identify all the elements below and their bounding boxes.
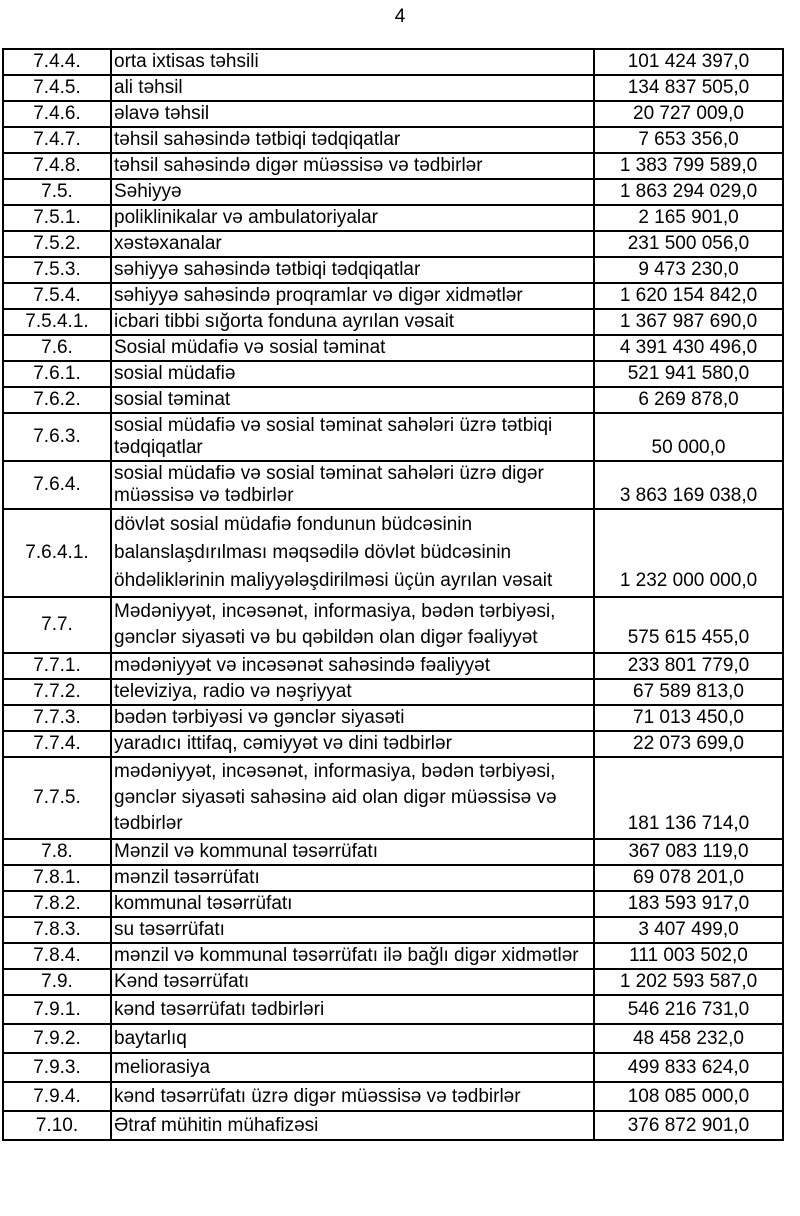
row-description: poliklinikalar və ambulatoriyalar <box>111 205 594 231</box>
row-description: səhiyyə sahəsində proqramlar və digər xidmətlər <box>111 283 594 309</box>
row-amount: 22 073 699,0 <box>594 731 783 757</box>
row-code: 7.6.1. <box>3 361 111 387</box>
row-code: 7.6.3. <box>3 413 111 461</box>
row-code: 7.8. <box>3 839 111 865</box>
table-row <box>3 127 783 153</box>
row-code: 7.7.2. <box>3 679 111 705</box>
table-row <box>3 387 783 413</box>
row-description: icbari tibbi sığorta fonduna ayrılan vəsait <box>111 309 594 335</box>
table-row <box>3 1082 783 1111</box>
row-description: sosial təminat <box>111 387 594 413</box>
table-row <box>3 101 783 127</box>
row-description: əlavə təhsil <box>111 101 594 127</box>
row-code: 7.4.8. <box>3 153 111 179</box>
table-row <box>3 1111 783 1140</box>
row-code: 7.6.2. <box>3 387 111 413</box>
table-row <box>3 917 783 943</box>
row-amount: 367 083 119,0 <box>594 839 783 865</box>
table-row <box>3 891 783 917</box>
table-row <box>3 205 783 231</box>
row-description: bədən tərbiyəsi və gənclər siyasəti <box>111 705 594 731</box>
row-amount: 101 424 397,0 <box>594 49 783 75</box>
row-description: meliorasiya <box>111 1053 594 1082</box>
table-row <box>3 943 783 969</box>
row-description: su təsərrüfatı <box>111 917 594 943</box>
table-row <box>3 257 783 283</box>
row-amount: 181 136 714,0 <box>594 757 783 839</box>
row-code: 7.10. <box>3 1111 111 1140</box>
row-amount: 1 202 593 587,0 <box>594 969 783 995</box>
row-description: dövlət sosial müdafiə fondunun büdcəsinin balanslaşdırılması məqsədilə dövlət büdcəsinin öhdəliklərinin maliyyələşdirilməsi üçün ayrılan vəsait <box>111 509 594 597</box>
row-code: 7.7. <box>3 597 111 653</box>
row-code: 7.8.1. <box>3 865 111 891</box>
row-code: 7.4.6. <box>3 101 111 127</box>
row-amount: 183 593 917,0 <box>594 891 783 917</box>
row-description: mədəniyyət, incəsənət, informasiya, bədən tərbiyəsi, gənclər siyasəti sahəsinə aid olan digər müəssisə və tədbirlər <box>111 757 594 839</box>
row-description: ali təhsil <box>111 75 594 101</box>
row-description: yaradıcı ittifaq, cəmiyyət və dini tədbirlər <box>111 731 594 757</box>
row-amount: 1 863 294 029,0 <box>594 179 783 205</box>
row-code: 7.7.5. <box>3 757 111 839</box>
table-row <box>3 461 783 509</box>
row-code: 7.5.3. <box>3 257 111 283</box>
table-row <box>3 309 783 335</box>
row-amount: 575 615 455,0 <box>594 597 783 653</box>
row-amount: 1 232 000 000,0 <box>594 509 783 597</box>
table-row <box>3 1053 783 1082</box>
row-description: sosial müdafiə və sosial təminat sahələri üzrə digər müəssisə və tədbirlər <box>111 461 594 509</box>
row-amount: 69 078 201,0 <box>594 865 783 891</box>
row-amount: 48 458 232,0 <box>594 1024 783 1053</box>
row-code: 7.5.1. <box>3 205 111 231</box>
row-description: təhsil sahəsində digər müəssisə və tədbirlər <box>111 153 594 179</box>
row-amount: 521 941 580,0 <box>594 361 783 387</box>
row-description: kənd təsərrüfatı tədbirləri <box>111 995 594 1024</box>
row-amount: 1 620 154 842,0 <box>594 283 783 309</box>
row-code: 7.7.1. <box>3 653 111 679</box>
table-row <box>3 757 783 839</box>
table-row <box>3 839 783 865</box>
row-amount: 546 216 731,0 <box>594 995 783 1024</box>
row-amount: 376 872 901,0 <box>594 1111 783 1140</box>
row-amount: 67 589 813,0 <box>594 679 783 705</box>
row-code: 7.5.2. <box>3 231 111 257</box>
row-code: 7.4.7. <box>3 127 111 153</box>
table-row <box>3 49 783 75</box>
row-description: xəstəxanalar <box>111 231 594 257</box>
table-row <box>3 597 783 653</box>
row-description: Mədəniyyət, incəsənət, informasiya, bədən tərbiyəsi, gənclər siyasəti və bu qəbildən olan digər fəaliyyət <box>111 597 594 653</box>
row-code: 7.6. <box>3 335 111 361</box>
row-description: mədəniyyət və incəsənət sahəsində fəaliyyət <box>111 653 594 679</box>
document-page <box>0 6 800 1141</box>
row-code: 7.6.4.1. <box>3 509 111 597</box>
row-code: 7.6.4. <box>3 461 111 509</box>
row-amount: 231 500 056,0 <box>594 231 783 257</box>
table-row <box>3 969 783 995</box>
row-code: 7.9.4. <box>3 1082 111 1111</box>
row-amount: 134 837 505,0 <box>594 75 783 101</box>
table-row <box>3 705 783 731</box>
row-description: kənd təsərrüfatı üzrə digər müəssisə və tədbirlər <box>111 1082 594 1111</box>
row-amount: 111 003 502,0 <box>594 943 783 969</box>
row-description: sosial müdafiə <box>111 361 594 387</box>
table-row <box>3 865 783 891</box>
table-row <box>3 283 783 309</box>
table-row <box>3 413 783 461</box>
table-row <box>3 679 783 705</box>
row-code: 7.9.2. <box>3 1024 111 1053</box>
table-row <box>3 153 783 179</box>
page-number: 4 <box>394 6 406 27</box>
table-row <box>3 231 783 257</box>
table-row <box>3 731 783 757</box>
table-row <box>3 1024 783 1053</box>
row-amount: 1 383 799 589,0 <box>594 153 783 179</box>
table-row <box>3 995 783 1024</box>
row-description: Kənd təsərrüfatı <box>111 969 594 995</box>
row-amount: 50 000,0 <box>594 413 783 461</box>
row-description: Səhiyyə <box>111 179 594 205</box>
row-code: 7.7.4. <box>3 731 111 757</box>
row-description: səhiyyə sahəsində tətbiqi tədqiqatlar <box>111 257 594 283</box>
row-description: Mənzil və kommunal təsərrüfatı <box>111 839 594 865</box>
row-code: 7.8.2. <box>3 891 111 917</box>
row-description: təhsil sahəsində tətbiqi tədqiqatlar <box>111 127 594 153</box>
row-code: 7.4.4. <box>3 49 111 75</box>
row-code: 7.8.4. <box>3 943 111 969</box>
row-amount: 3 863 169 038,0 <box>594 461 783 509</box>
table-row <box>3 335 783 361</box>
row-amount: 2 165 901,0 <box>594 205 783 231</box>
table-row <box>3 179 783 205</box>
row-code: 7.7.3. <box>3 705 111 731</box>
row-code: 7.9.1. <box>3 995 111 1024</box>
row-amount: 499 833 624,0 <box>594 1053 783 1082</box>
row-amount: 71 013 450,0 <box>594 705 783 731</box>
budget-table <box>2 48 784 1141</box>
row-amount: 3 407 499,0 <box>594 917 783 943</box>
row-description: Ətraf mühitin mühafizəsi <box>111 1111 594 1140</box>
row-amount: 7 653 356,0 <box>594 127 783 153</box>
row-description: mənzil təsərrüfatı <box>111 865 594 891</box>
row-description: televiziya, radio və nəşriyyat <box>111 679 594 705</box>
row-code: 7.4.5. <box>3 75 111 101</box>
row-description: mənzil və kommunal təsərrüfatı ilə bağlı digər xidmətlər <box>111 943 594 969</box>
row-description: Sosial müdafiə və sosial təminat <box>111 335 594 361</box>
row-amount: 4 391 430 496,0 <box>594 335 783 361</box>
row-amount: 108 085 000,0 <box>594 1082 783 1111</box>
row-amount: 9 473 230,0 <box>594 257 783 283</box>
row-code: 7.9. <box>3 969 111 995</box>
row-amount: 20 727 009,0 <box>594 101 783 127</box>
row-amount: 6 269 878,0 <box>594 387 783 413</box>
table-row <box>3 509 783 597</box>
table-row <box>3 361 783 387</box>
table-row <box>3 75 783 101</box>
row-code: 7.5.4.1. <box>3 309 111 335</box>
row-description: sosial müdafiə və sosial təminat sahələri üzrə tətbiqi tədqiqatlar <box>111 413 594 461</box>
row-description: baytarlıq <box>111 1024 594 1053</box>
row-code: 7.9.3. <box>3 1053 111 1082</box>
row-description: orta ixtisas təhsili <box>111 49 594 75</box>
table-row <box>3 653 783 679</box>
row-amount: 1 367 987 690,0 <box>594 309 783 335</box>
row-description: kommunal təsərrüfatı <box>111 891 594 917</box>
row-code: 7.8.3. <box>3 917 111 943</box>
row-amount: 233 801 779,0 <box>594 653 783 679</box>
row-code: 7.5.4. <box>3 283 111 309</box>
row-code: 7.5. <box>3 179 111 205</box>
